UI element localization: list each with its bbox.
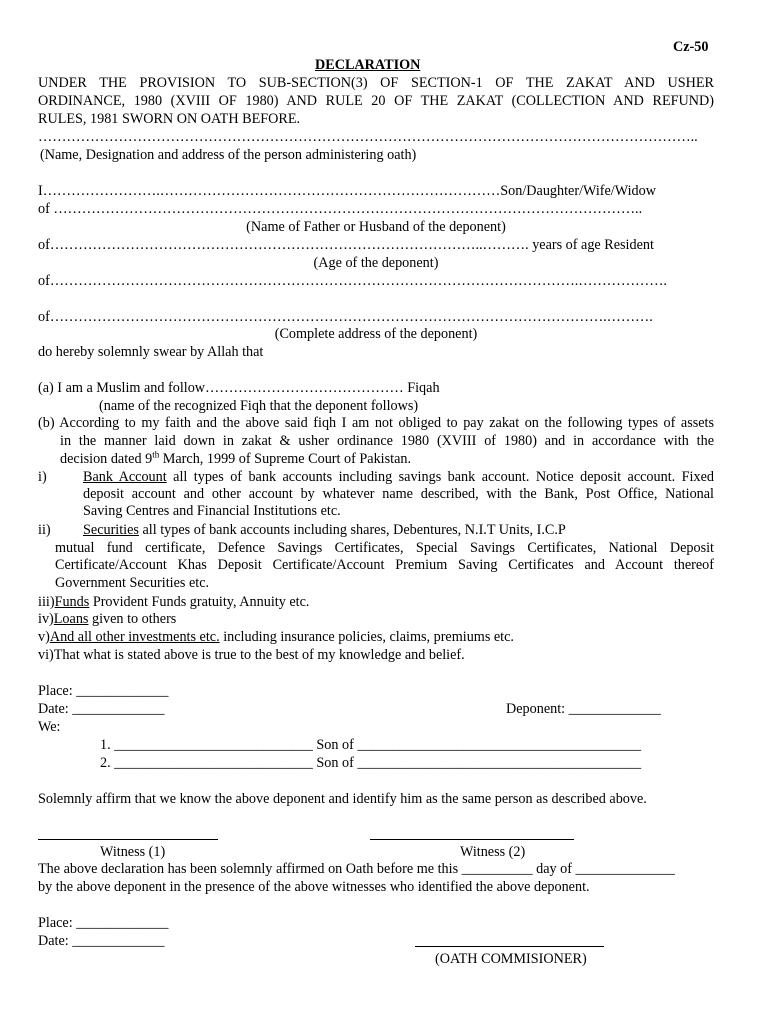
- item-ii-line-3: Certificate/Account Khas Deposit Certificate/Account Premium Saving Certificates and Account thereof: [55, 557, 714, 573]
- witness-1-label: Witness (1): [100, 844, 166, 860]
- clause-a-caption: (name of the recognized Fiqh that the deponent follows): [99, 398, 419, 414]
- place-field[interactable]: Place: _____________: [38, 683, 169, 699]
- item-iii: iii)Funds Provident Funds gratuity, Annuity etc.: [38, 594, 310, 610]
- affirm-line: Solemnly affirm that we know the above deponent and identify him as the same person as described above.: [38, 791, 647, 807]
- clause-b-line-2: in the manner laid down in zakat & usher ordinance 1980 (XVIII of 1980) and in accordance with the: [60, 433, 714, 449]
- item-ii-line-2: mutual fund certificate, Defence Savings Certificates, Special Savings Certificates, National Deposit: [55, 540, 714, 556]
- father-name-field[interactable]: of ……………………………………………………………………………………………………………..: [38, 201, 643, 217]
- oath-witness-line: by the above deponent in the presence of the above witnesses who identified the above deponent.: [38, 879, 590, 895]
- item-i-number: i): [38, 469, 47, 485]
- clause-b-line-3: decision dated 9th March, 1999 of Supreme Court of Pakistan.: [60, 449, 412, 467]
- item-ii-line-4: Government Securities etc.: [55, 575, 210, 591]
- date-field[interactable]: Date: _____________: [38, 701, 165, 717]
- intro-line-3: RULES, 1981 SWORN ON OATH BEFORE.: [38, 111, 301, 127]
- oath-commissioner-label: (OATH COMMISIONER): [435, 951, 587, 967]
- father-caption: (Name of Father or Husband of the deponent): [246, 219, 506, 235]
- item-ii-number: ii): [38, 522, 51, 538]
- address-field-1[interactable]: of………………………………………………………………………………………………….……………….: [38, 273, 667, 289]
- witness-2-signature-line[interactable]: [370, 839, 574, 840]
- item-i-line-1: Bank Account all types of bank accounts including savings bank account. Notice deposit account. Fixed: [83, 469, 714, 485]
- oath-admin-caption: (Name, Designation and address of the person administering oath): [40, 147, 417, 163]
- item-i-line-2: deposit account and other account by whatever name described, with the Bank, Post Office, National: [83, 486, 714, 502]
- item-iv: iv)Loans given to others: [38, 611, 177, 627]
- age-caption: (Age of the deponent): [313, 255, 439, 271]
- oath-admin-dots-field[interactable]: …………………………………………………………………………………………………………………………..: [38, 129, 698, 145]
- commissioner-signature-line[interactable]: [415, 946, 604, 947]
- date-field-2[interactable]: Date: _____________: [38, 933, 165, 949]
- place-field-2[interactable]: Place: _____________: [38, 915, 169, 931]
- oath-affirmed-line[interactable]: The above declaration has been solemnly affirmed on Oath before me this __________ day of ______________: [38, 861, 675, 877]
- address-caption: (Complete address of the deponent): [274, 326, 478, 342]
- item-v: v)And all other investments etc. including insurance policies, claims, premiums etc.: [38, 629, 514, 645]
- clause-a-fiqah-field[interactable]: (a) I am a Muslim and follow…………………………………… Fiqah: [38, 380, 440, 396]
- witness-row-1-field[interactable]: 1. ____________________________ Son of ________________________________________: [100, 737, 642, 753]
- we-label: We:: [38, 719, 61, 735]
- item-vi: vi)That what is stated above is true to the best of my knowledge and belief.: [38, 647, 465, 663]
- intro-line-1: UNDER THE PROVISION TO SUB-SECTION(3) OF SECTION-1 OF THE ZAKAT AND USHER: [38, 75, 714, 91]
- form-code: Cz-50: [673, 39, 709, 55]
- intro-line-2: ORDINANCE, 1980 (XVIII OF 1980) AND RULE 20 OF THE ZAKAT (COLLECTION AND REFUND): [38, 93, 714, 109]
- item-ii-line-1: Securities all types of bank accounts including shares, Debentures, N.I.T Units, I.C.P: [83, 522, 566, 538]
- item-i-line-3: Saving Centres and Financial Institutions etc.: [83, 503, 341, 519]
- witness-2-label: Witness (2): [460, 844, 526, 860]
- swear-line: do hereby solemnly swear by Allah that: [38, 344, 264, 360]
- witness-1-signature-line[interactable]: [38, 839, 218, 840]
- deponent-signature-field[interactable]: Deponent: _____________: [506, 701, 661, 717]
- address-field-2[interactable]: of……………………………………………………………………………………………………….……….: [38, 309, 653, 325]
- age-field[interactable]: of………………………………………………………………………………..………. years of age Resident: [38, 237, 654, 253]
- deponent-name-field[interactable]: I…………………….………………………………………………………………Son/Daughter/Wife/Widow: [38, 183, 656, 199]
- page-title: DECLARATION: [315, 57, 421, 73]
- clause-b-line-1: (b) According to my faith and the above said fiqh I am not obliged to pay zakat on the following types of assets: [38, 415, 714, 431]
- witness-row-2-field[interactable]: 2. ____________________________ Son of ________________________________________: [100, 755, 642, 771]
